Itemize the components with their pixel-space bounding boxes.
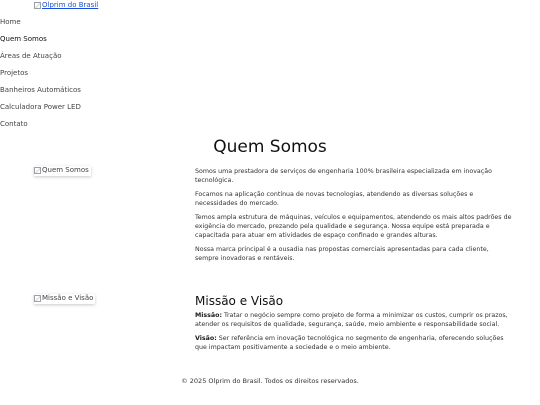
mission-text: Tratar o negócio sempre como projeto de forma a minimizar os custos, cumprir os prazos, atender os requisitos de qualidade, segurança, saúde, meio ambiente e responsabilidade social. [195,312,508,328]
mission-heading: Missão e Visão [195,294,284,308]
mission-image [34,294,95,304]
page-title: Quem Somos [213,137,327,157]
site-logo[interactable] [34,1,98,10]
about-paragraph: Temos ampla estrutura de máquinas, veículos e equipamentos, atendendo os mais altos padrões de exigência do mercado, prezando pela qualidade e segurança. Nossa equipe está preparada e capacitada para atuar em atividades de espaço confinado e grandes alturas. [195,214,512,239]
about-section [195,167,513,268]
about-image-alt: Quem Somos [42,166,89,174]
nav-item-home[interactable]: Home [0,18,21,26]
about-paragraph: Focamos na aplicação contínua de novas tecnologias, atendendo as diversas soluções e necessidades do mercado. [195,191,474,207]
vision-label: Visão: [195,335,217,342]
about-image [34,166,91,176]
vision-paragraph [195,334,513,352]
nav-item-areas-de-atuacao[interactable]: Áreas de Atuação [0,52,62,60]
nav-item-projetos[interactable]: Projetos [0,69,29,77]
main-nav [0,18,81,137]
broken-image-icon [34,2,41,9]
nav-item-contato[interactable]: Contato [0,120,28,128]
footer-copyright: © 2025 Olprim do Brasil. Todos os direitos reservados. [181,377,359,385]
about-paragraph: Nossa marca principal é a ousadia nas propostas comerciais apresentadas para cada cliente, sempre inovadoras e rentáveis. [195,246,489,262]
broken-image-icon [34,167,41,174]
broken-image-icon [34,295,41,302]
logo-alt-text: Olprim do Brasil [42,1,99,9]
mission-image-alt: Missão e Visão [42,294,94,302]
nav-item-banheiros-automaticos[interactable]: Banheiros Automáticos [0,86,81,94]
about-paragraph: Somos uma prestadora de serviços de engenharia 100% brasileira especializada em inovação tecnológica. [195,168,492,184]
vision-text: Ser referência em inovação tecnológica no segmento de engenharia, oferecendo soluções que impactam positivamente a sociedade e o meio ambiente. [195,335,504,351]
nav-item-calculadora-power-led[interactable]: Calculadora Power LED [0,103,81,111]
mission-paragraph [195,311,513,329]
nav-item-quem-somos[interactable]: Quem Somos [0,35,47,43]
mission-label: Missão: [195,312,223,319]
mission-section [195,294,513,357]
